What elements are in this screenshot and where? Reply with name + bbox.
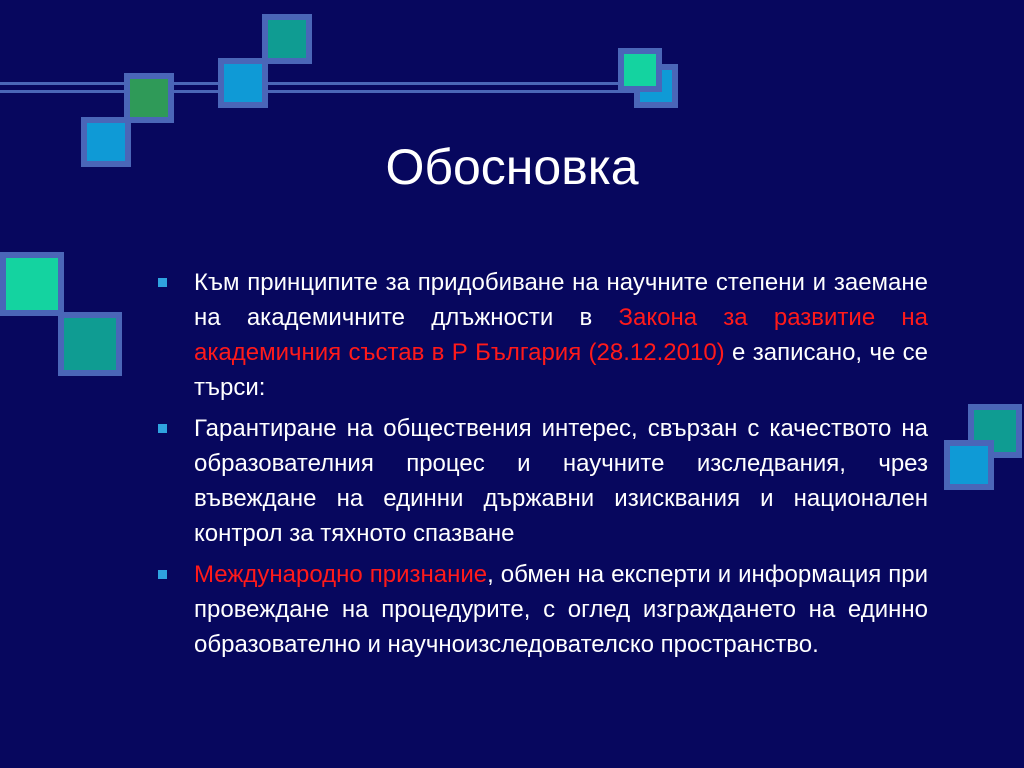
decor-square <box>618 48 662 92</box>
slide-title: Обосновка <box>385 139 639 195</box>
decor-square <box>0 252 64 316</box>
bullet-item <box>158 411 928 551</box>
bullet-text: е записано, че се търси: <box>194 339 928 401</box>
square-bullet-icon <box>158 278 167 287</box>
decor-square <box>218 58 268 108</box>
bullet-highlight-text: Международно признание <box>194 561 488 588</box>
decor-square <box>124 73 174 123</box>
bullet-text: Към принципите за придобиване на научните степени и заемане на академичните длъжности в <box>194 269 928 331</box>
decor-line-top <box>0 82 672 85</box>
bullet-text: , обмен на експерти и информация при провеждане на процедурите, с оглед изграждането на единно образователно и научноизследователско пространство. <box>194 561 928 658</box>
bullet-item <box>158 265 928 405</box>
decor-square <box>58 312 122 376</box>
bullet-item <box>158 557 928 662</box>
decor-line-bottom <box>0 90 672 93</box>
square-bullet-icon <box>158 570 167 579</box>
decor-square <box>262 14 312 64</box>
decor-square <box>944 440 994 490</box>
bullet-list <box>158 265 928 668</box>
bullet-text: Гарантиране на обществения интерес, свързан с качеството на образователния процес и научните изследвания, чрез въвеждане на единни държавни изисквания и национален контрол за тяхното спазване <box>194 415 928 547</box>
bullet-highlight-text: Закона за развитие на академичния състав в Р България (28.12.2010) <box>194 304 928 366</box>
square-bullet-icon <box>158 424 167 433</box>
